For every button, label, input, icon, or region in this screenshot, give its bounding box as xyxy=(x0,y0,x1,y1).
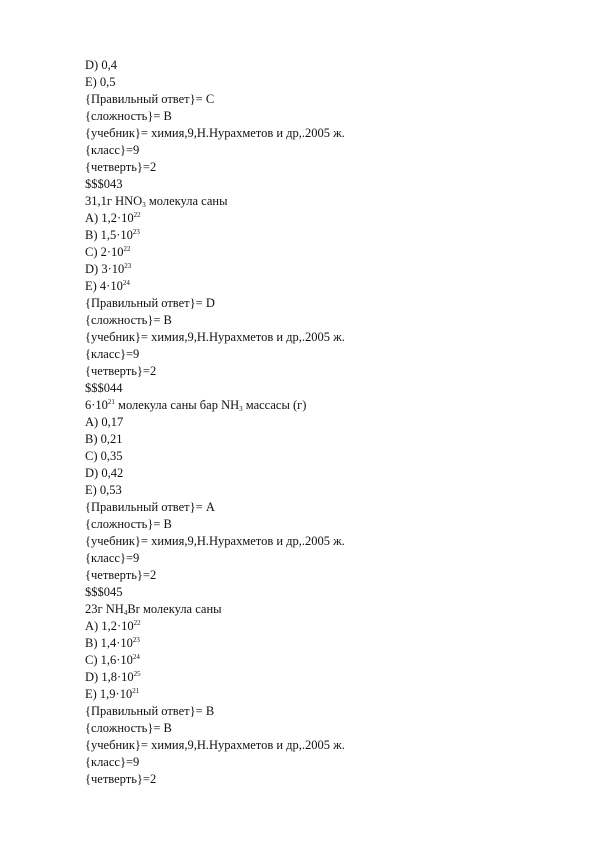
text-line xyxy=(85,635,565,652)
text-line xyxy=(85,499,565,516)
text-run: E) 4·10 xyxy=(85,279,123,293)
text-line xyxy=(85,584,565,601)
text-line xyxy=(85,516,565,533)
text-run: A) 0,17 xyxy=(85,415,124,429)
text-run: {учебник}= химия,9,Н.Нурахметов и др,.2005 ж. xyxy=(85,330,345,344)
superscript: 23 xyxy=(132,636,140,644)
text-line xyxy=(85,329,565,346)
text-run: {четверть}=2 xyxy=(85,160,157,174)
text-line xyxy=(85,108,565,125)
text-run: молекула саны xyxy=(145,194,228,208)
text-line xyxy=(85,618,565,635)
text-line xyxy=(85,397,565,414)
text-run: D) 0,42 xyxy=(85,466,124,480)
text-line xyxy=(85,91,565,108)
text-run: B) 1,5·10 xyxy=(85,228,133,242)
text-run: {четверть}=2 xyxy=(85,364,157,378)
text-line xyxy=(85,159,565,176)
text-run: {Правильный ответ}= D xyxy=(85,296,215,310)
text-run: {сложность}= B xyxy=(85,313,172,327)
text-line xyxy=(85,346,565,363)
superscript: 25 xyxy=(133,670,141,678)
text-run: D) 0,4 xyxy=(85,58,117,72)
superscript: 23 xyxy=(124,262,132,270)
text-line xyxy=(85,482,565,499)
text-run: A) 1,2·10 xyxy=(85,211,134,225)
text-line xyxy=(85,210,565,227)
subscript: 4 xyxy=(123,609,128,617)
text-line xyxy=(85,533,565,550)
text-run: {класс}=9 xyxy=(85,755,140,769)
text-run: E) 1,9·10 xyxy=(85,687,133,701)
text-run: {четверть}=2 xyxy=(85,772,157,786)
text-run: A) 1,2·10 xyxy=(85,619,134,633)
text-line xyxy=(85,193,565,210)
text-line xyxy=(85,380,565,397)
text-line xyxy=(85,652,565,669)
text-line xyxy=(85,754,565,771)
text-run: E) 0,5 xyxy=(85,75,116,89)
superscript: 21 xyxy=(132,687,140,695)
text-line xyxy=(85,74,565,91)
superscript: 24 xyxy=(132,653,140,661)
text-run: {класс}=9 xyxy=(85,347,140,361)
text-run: 31,1г HNO xyxy=(85,194,143,208)
subscript: 3 xyxy=(239,405,243,413)
text-run: молекула саны бар NH xyxy=(114,398,240,412)
text-run: 23г NH xyxy=(85,602,124,616)
text-line xyxy=(85,431,565,448)
text-run: {четверть}=2 xyxy=(85,568,157,582)
text-run: {класс}=9 xyxy=(85,551,140,565)
text-line xyxy=(85,737,565,754)
text-run: C) 1,6·10 xyxy=(85,653,133,667)
text-line xyxy=(85,550,565,567)
text-run: $$$044 xyxy=(85,381,123,395)
text-run: {сложность}= B xyxy=(85,109,172,123)
text-run: Br молекула саны xyxy=(127,602,222,616)
text-line xyxy=(85,244,565,261)
text-line xyxy=(85,261,565,278)
text-run: {учебник}= химия,9,Н.Нурахметов и др,.2005 ж. xyxy=(85,126,345,140)
superscript: 21 xyxy=(107,398,115,406)
text-run: B) 1,4·10 xyxy=(85,636,133,650)
text-run: {Правильный ответ}= A xyxy=(85,500,215,514)
text-run: $$$043 xyxy=(85,177,123,191)
text-run: {учебник}= химия,9,Н.Нурахметов и др,.2005 ж. xyxy=(85,534,345,548)
text-line xyxy=(85,720,565,737)
text-line xyxy=(85,142,565,159)
text-run: {Правильный ответ}= B xyxy=(85,704,215,718)
text-line xyxy=(85,227,565,244)
text-run: C) 0,35 xyxy=(85,449,123,463)
superscript: 22 xyxy=(133,211,141,219)
text-line xyxy=(85,601,565,618)
superscript: 23 xyxy=(132,228,140,236)
text-line xyxy=(85,669,565,686)
text-line xyxy=(85,176,565,193)
text-run: {Правильный ответ}= C xyxy=(85,92,215,106)
text-line xyxy=(85,57,565,74)
superscript: 24 xyxy=(122,279,130,287)
text-line xyxy=(85,465,565,482)
superscript: 22 xyxy=(133,619,141,627)
text-run: {сложность}= B xyxy=(85,517,172,531)
text-run: {сложность}= B xyxy=(85,721,172,735)
text-run: C) 2·10 xyxy=(85,245,124,259)
text-line xyxy=(85,771,565,788)
text-line xyxy=(85,312,565,329)
text-line xyxy=(85,363,565,380)
text-line xyxy=(85,703,565,720)
text-line xyxy=(85,125,565,142)
text-line xyxy=(85,278,565,295)
text-run: 6·10 xyxy=(85,398,108,412)
text-run: D) 1,8·10 xyxy=(85,670,134,684)
document-page xyxy=(85,57,565,788)
text-line xyxy=(85,414,565,431)
text-run: D) 3·10 xyxy=(85,262,125,276)
text-line xyxy=(85,295,565,312)
subscript: 3 xyxy=(142,201,146,209)
text-run: $$$045 xyxy=(85,585,123,599)
text-line xyxy=(85,448,565,465)
text-line xyxy=(85,567,565,584)
text-run: массасы (г) xyxy=(242,398,307,412)
text-line xyxy=(85,686,565,703)
text-run: E) 0,53 xyxy=(85,483,122,497)
text-run: B) 0,21 xyxy=(85,432,123,446)
superscript: 22 xyxy=(123,245,131,253)
text-run: {учебник}= химия,9,Н.Нурахметов и др,.2005 ж. xyxy=(85,738,345,752)
text-run: {класс}=9 xyxy=(85,143,140,157)
